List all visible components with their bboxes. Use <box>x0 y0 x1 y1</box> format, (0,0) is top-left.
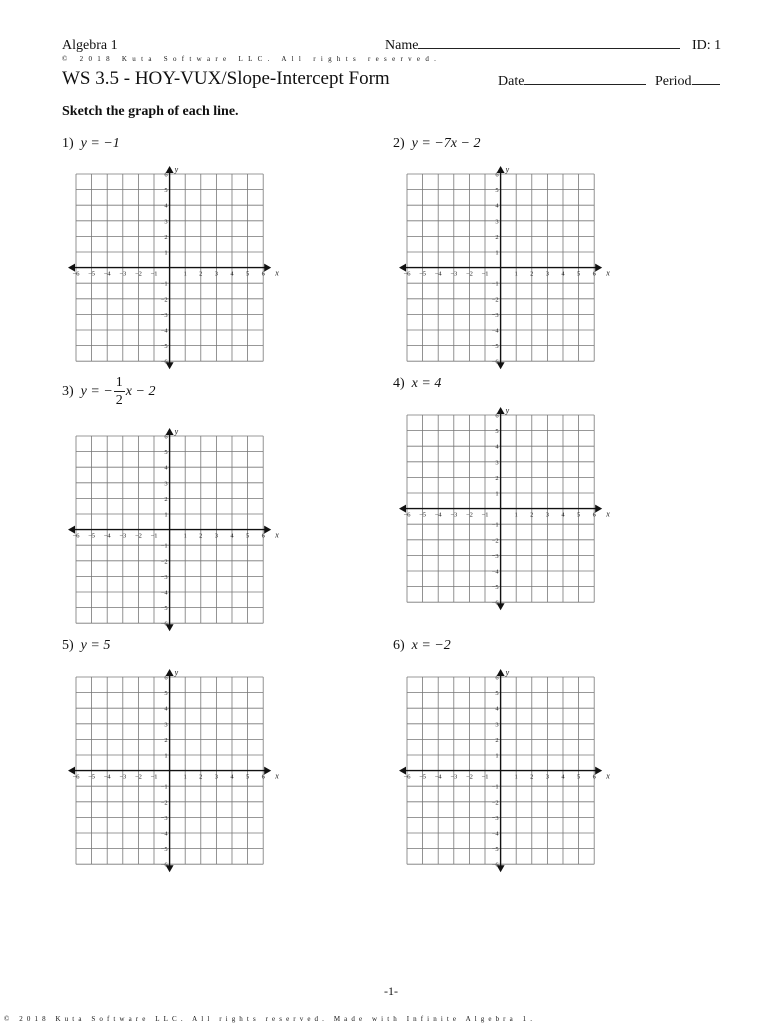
y-tick-label: −6 <box>492 862 499 870</box>
period-field <box>655 74 720 90</box>
axes <box>402 672 599 869</box>
y-tick-label: −4 <box>161 327 168 335</box>
name-blank <box>418 48 680 49</box>
problem-number: 6) <box>393 638 405 653</box>
y-tick-label: 5 <box>495 690 499 698</box>
period-blank <box>692 84 720 85</box>
x-tick-label: 6 <box>592 511 597 519</box>
x-tick-label: 5 <box>246 270 250 278</box>
x-axis-label: x <box>275 530 280 540</box>
date-label: Date <box>498 74 525 89</box>
y-tick-label: 4 <box>164 706 168 714</box>
x-tick-label: −6 <box>403 270 411 278</box>
fraction <box>114 376 125 408</box>
arrow-right-icon <box>596 767 603 775</box>
y-tick-label: 2 <box>164 234 168 242</box>
x-tick-label: −6 <box>72 532 80 540</box>
x-tick-label: −3 <box>450 511 458 519</box>
x-tick-label: 1 <box>514 511 519 519</box>
y-tick-label: 1 <box>495 490 499 498</box>
problem-number: 1) <box>62 136 74 151</box>
arrow-right-icon <box>265 767 272 775</box>
x-tick-label: 1 <box>514 270 519 278</box>
y-tick-label: −3 <box>492 815 499 823</box>
y-tick-label: 3 <box>495 459 499 467</box>
axes <box>71 672 268 869</box>
y-tick-label: −3 <box>161 815 168 823</box>
y-tick-label: −5 <box>492 846 499 854</box>
x-tick-label: 1 <box>183 270 188 278</box>
x-tick-label: 3 <box>546 511 550 519</box>
y-tick-label: 3 <box>164 721 168 729</box>
x-tick-label: 4 <box>561 270 566 278</box>
x-tick-label: −3 <box>119 270 127 278</box>
problem-number: 3) <box>62 384 74 400</box>
problem-equation: y = −7x − 2 <box>411 136 481 151</box>
problem-1-label <box>62 136 120 152</box>
y-tick-label: −3 <box>492 312 499 320</box>
y-tick-label: 6 <box>495 674 499 682</box>
y-tick-label: 3 <box>495 721 499 729</box>
y-tick-label: 2 <box>495 234 499 242</box>
x-tick-label: 6 <box>261 773 266 781</box>
x-tick-label: −6 <box>403 511 411 519</box>
y-tick-label: 4 <box>495 444 499 452</box>
instructions: Sketch the graph of each line. <box>62 104 239 119</box>
y-tick-label: −5 <box>161 343 168 351</box>
y-tick-label: −6 <box>492 359 499 367</box>
x-tick-label: 6 <box>261 532 266 540</box>
period-label: Period <box>655 74 692 89</box>
x-tick-label: 5 <box>246 773 250 781</box>
x-tick-label: −4 <box>435 511 443 519</box>
y-axis-label: y <box>505 668 510 678</box>
x-tick-label: 2 <box>199 270 203 278</box>
problem-number: 5) <box>62 638 74 653</box>
x-tick-label: 5 <box>577 270 581 278</box>
y-tick-label: 1 <box>495 249 499 257</box>
x-tick-label: 6 <box>592 773 597 781</box>
y-tick-label: 5 <box>164 187 168 195</box>
x-tick-label: −2 <box>466 511 474 519</box>
x-tick-label: 2 <box>530 270 534 278</box>
problem-equation: x = −2 <box>411 638 451 653</box>
date-field <box>498 74 646 90</box>
axes <box>71 431 268 628</box>
y-tick-label: −1 <box>492 522 499 530</box>
y-tick-label: 2 <box>164 737 168 745</box>
axes <box>402 410 599 607</box>
arrow-right-icon <box>265 264 272 272</box>
problem-4-label <box>393 376 441 392</box>
x-tick-label: −3 <box>450 270 458 278</box>
page-number: -1- <box>384 984 398 998</box>
x-tick-label: 5 <box>577 773 581 781</box>
x-tick-label: −2 <box>135 773 143 781</box>
x-tick-label: 2 <box>199 532 203 540</box>
worksheet-title: WS 3.5 - HOY-VUX/Slope-Intercept Form <box>62 68 390 89</box>
y-tick-label: 5 <box>164 690 168 698</box>
y-tick-label: −1 <box>492 784 499 792</box>
name-label: Name <box>385 38 419 53</box>
header-copyright: © 2018 Kuta Software LLC. All rights reserved. <box>62 55 442 63</box>
x-axis-label: x <box>275 268 280 278</box>
x-tick-label: 4 <box>561 773 566 781</box>
y-axis-label: y <box>174 165 179 175</box>
coordinate-grid-2 <box>393 160 620 375</box>
x-axis-label: x <box>606 771 611 781</box>
x-tick-label: −6 <box>72 270 80 278</box>
x-tick-label: −1 <box>481 511 489 519</box>
problem-equation: x = 4 <box>411 376 442 391</box>
x-tick-label: −2 <box>135 532 143 540</box>
arrow-right-icon <box>265 526 272 534</box>
problem-equation-rest: x − 2 <box>125 384 156 400</box>
x-tick-label: −1 <box>150 532 158 540</box>
x-tick-label: −5 <box>419 270 427 278</box>
x-tick-label: −2 <box>466 270 474 278</box>
x-tick-label: −1 <box>150 270 158 278</box>
x-tick-label: −4 <box>104 270 112 278</box>
y-tick-label: 2 <box>495 737 499 745</box>
axes <box>71 169 268 366</box>
y-tick-label: −3 <box>161 574 168 582</box>
x-tick-label: −3 <box>450 773 458 781</box>
x-tick-label: −4 <box>435 270 443 278</box>
y-tick-label: −3 <box>161 312 168 320</box>
x-tick-label: −2 <box>466 773 474 781</box>
x-tick-label: 3 <box>546 773 550 781</box>
x-tick-label: −4 <box>104 532 112 540</box>
y-tick-label: 4 <box>495 203 499 211</box>
x-axis-label: x <box>606 268 611 278</box>
y-tick-label: 3 <box>495 218 499 226</box>
x-tick-label: 2 <box>530 773 534 781</box>
y-tick-label: −6 <box>492 600 499 608</box>
y-tick-label: 6 <box>495 412 499 420</box>
x-tick-label: −6 <box>72 773 80 781</box>
y-tick-label: 5 <box>164 449 168 457</box>
x-tick-label: −1 <box>150 773 158 781</box>
y-tick-label: −4 <box>161 830 168 838</box>
y-tick-label: −4 <box>492 830 499 838</box>
x-tick-label: −3 <box>119 532 127 540</box>
y-tick-label: 1 <box>164 752 168 760</box>
arrow-right-icon <box>596 264 603 272</box>
y-axis-label: y <box>505 165 510 175</box>
y-tick-label: 6 <box>495 171 499 179</box>
coordinate-grid-6 <box>393 663 620 878</box>
y-tick-label: −2 <box>161 296 168 304</box>
x-axis-label: x <box>275 771 280 781</box>
x-tick-label: −5 <box>88 270 96 278</box>
y-tick-label: 6 <box>164 433 168 441</box>
axes <box>402 169 599 366</box>
y-tick-label: −2 <box>492 537 499 545</box>
x-tick-label: 2 <box>199 773 203 781</box>
y-tick-label: −1 <box>161 281 168 289</box>
x-tick-label: −1 <box>481 270 489 278</box>
x-tick-label: −5 <box>419 511 427 519</box>
x-tick-label: 6 <box>592 270 597 278</box>
y-tick-label: 2 <box>495 475 499 483</box>
x-tick-label: −5 <box>88 532 96 540</box>
x-tick-label: −6 <box>403 773 411 781</box>
y-tick-label: −6 <box>161 621 168 629</box>
y-tick-label: 3 <box>164 218 168 226</box>
x-tick-label: 4 <box>561 511 566 519</box>
x-tick-label: 6 <box>261 270 266 278</box>
y-tick-label: 1 <box>495 752 499 760</box>
problem-3-label <box>62 376 155 408</box>
x-tick-label: 5 <box>246 532 250 540</box>
x-tick-label: −5 <box>419 773 427 781</box>
date-blank <box>524 84 646 85</box>
y-tick-label: −5 <box>161 846 168 854</box>
name-field <box>385 38 680 54</box>
x-tick-label: 4 <box>230 532 235 540</box>
y-tick-label: −1 <box>161 543 168 551</box>
problem-number: 4) <box>393 376 405 391</box>
coordinate-grid-4 <box>393 401 620 616</box>
fraction-numerator: 1 <box>115 375 123 390</box>
y-tick-label: 5 <box>495 428 499 436</box>
footer-copyright: © 2018 Kuta Software LLC. All rights reserved. Made with Infinite Algebra 1. <box>4 1015 537 1023</box>
y-tick-label: 4 <box>495 706 499 714</box>
y-tick-label: 1 <box>164 511 168 519</box>
y-tick-label: −4 <box>492 568 499 576</box>
y-tick-label: −4 <box>161 589 168 597</box>
x-tick-label: −1 <box>481 773 489 781</box>
x-tick-label: −2 <box>135 270 143 278</box>
fraction-denominator: 2 <box>115 393 123 408</box>
y-tick-label: 2 <box>164 496 168 504</box>
y-tick-label: 4 <box>164 203 168 211</box>
problem-equation: y = −1 <box>80 136 120 151</box>
problem-6-label <box>393 638 451 654</box>
y-tick-label: 5 <box>495 187 499 195</box>
x-tick-label: −5 <box>88 773 96 781</box>
y-axis-label: y <box>174 668 179 678</box>
y-tick-label: −2 <box>161 558 168 566</box>
y-tick-label: −5 <box>492 584 499 592</box>
problem-equation: y = − <box>80 384 113 400</box>
y-tick-label: −5 <box>492 343 499 351</box>
x-tick-label: 5 <box>577 511 581 519</box>
x-tick-label: 1 <box>514 773 519 781</box>
y-tick-label: −3 <box>492 553 499 561</box>
y-tick-label: 6 <box>164 171 168 179</box>
y-tick-label: −4 <box>492 327 499 335</box>
problem-equation: y = 5 <box>80 638 111 653</box>
x-tick-label: 3 <box>215 270 219 278</box>
y-tick-label: −1 <box>492 281 499 289</box>
x-axis-label: x <box>606 509 611 519</box>
problem-5-label <box>62 638 110 654</box>
y-tick-label: −6 <box>161 862 168 870</box>
y-tick-label: −2 <box>492 296 499 304</box>
arrow-right-icon <box>596 505 603 513</box>
y-tick-label: −5 <box>161 605 168 613</box>
y-axis-label: y <box>174 427 179 437</box>
course-name: Algebra 1 <box>62 38 118 53</box>
y-axis-label: y <box>505 406 510 416</box>
problem-number: 2) <box>393 136 405 151</box>
x-tick-label: 1 <box>183 532 188 540</box>
x-tick-label: 4 <box>230 270 235 278</box>
x-tick-label: −4 <box>435 773 443 781</box>
coordinate-grid-5 <box>62 663 289 878</box>
y-tick-label: −6 <box>161 359 168 367</box>
coordinate-grid-3 <box>62 422 289 637</box>
y-tick-label: 6 <box>164 674 168 682</box>
x-tick-label: −4 <box>104 773 112 781</box>
x-tick-label: −3 <box>119 773 127 781</box>
x-tick-label: 1 <box>183 773 188 781</box>
y-tick-label: 1 <box>164 249 168 257</box>
y-tick-label: 3 <box>164 480 168 488</box>
x-tick-label: 3 <box>215 532 219 540</box>
problem-2-label <box>393 136 480 152</box>
coordinate-grid-1 <box>62 160 289 375</box>
y-tick-label: −2 <box>161 799 168 807</box>
y-tick-label: −1 <box>161 784 168 792</box>
x-tick-label: 4 <box>230 773 235 781</box>
x-tick-label: 3 <box>546 270 550 278</box>
x-tick-label: 3 <box>215 773 219 781</box>
y-tick-label: −2 <box>492 799 499 807</box>
id-label: ID: 1 <box>692 38 722 53</box>
y-tick-label: 4 <box>164 465 168 473</box>
x-tick-label: 2 <box>530 511 534 519</box>
